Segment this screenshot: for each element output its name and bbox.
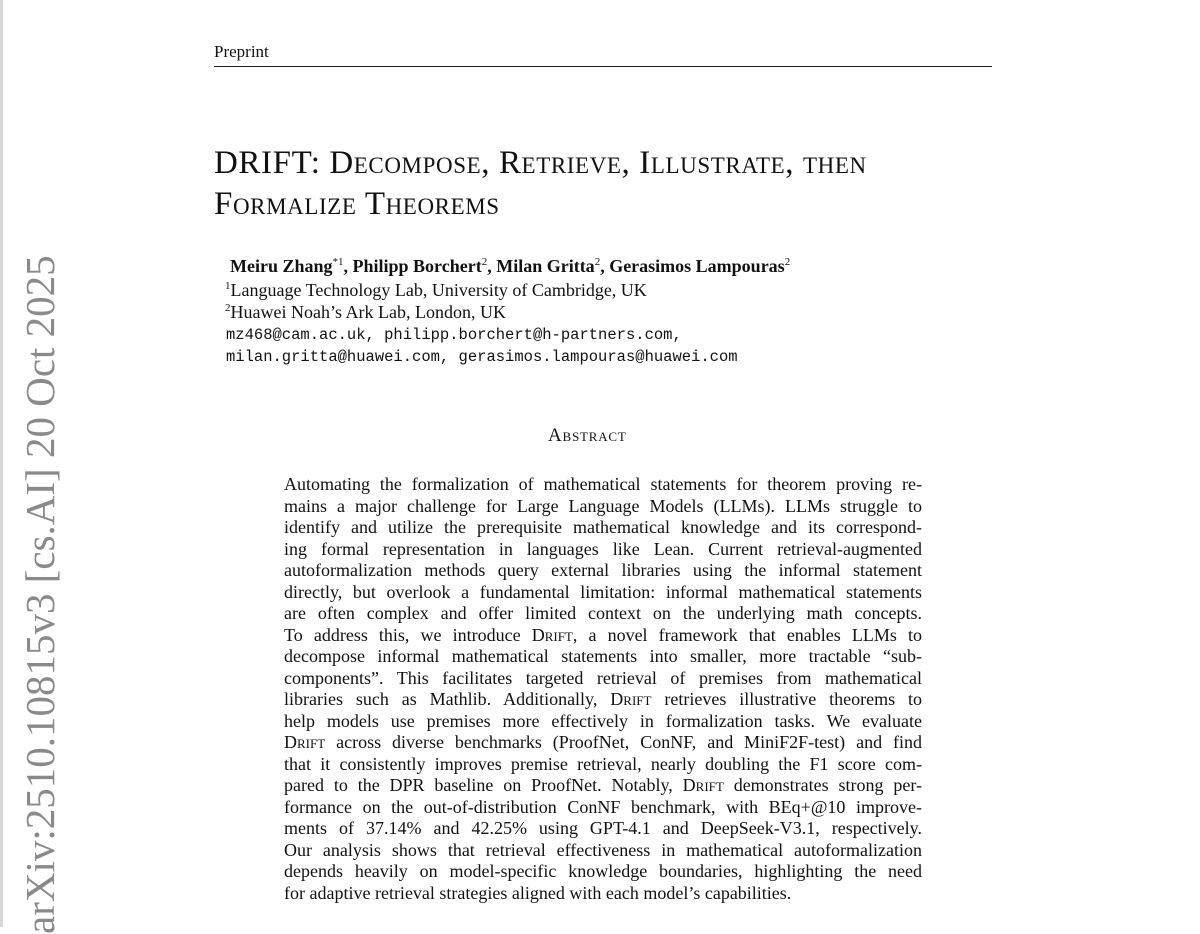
affiliation-1: $^1$Language Technology Lab, University of Cambridge, UK bbox=[225, 280, 647, 300]
author-affiliation-marker: *1 bbox=[332, 256, 344, 268]
running-header: Preprint bbox=[214, 42, 992, 67]
author-name: Gerasimos Lampouras bbox=[609, 256, 785, 276]
abstract-line: are often complex and offer limited context on the underlying math concepts. bbox=[284, 603, 922, 623]
page-edge bbox=[0, 0, 3, 927]
abstract-line: ing formal representation in languages like Lean. Current retrieval-augmented bbox=[284, 538, 922, 559]
paper-title bbox=[214, 143, 1014, 225]
abstract-line: Drift across diverse benchmarks (ProofNet, ConNF, and MiniF2F-test) and find bbox=[284, 732, 922, 752]
arxiv-identifier: arXiv:2510.10815v3 [cs.AI] 20 Oct 2025 bbox=[17, 255, 63, 934]
abstract-line: that it consistently improves premise retrieval, nearly doubling the F1 score com- bbox=[284, 753, 922, 774]
email-line-2: milan.gritta@huawei.com, gerasimos.lampouras@huawei.com bbox=[226, 348, 738, 366]
abstract-line: depends heavily on model-specific knowledge boundaries, highlighting the need bbox=[284, 861, 922, 881]
affiliation-2: $^2$Huawei Noah’s Ark Lab, London, UK bbox=[225, 302, 506, 322]
abstract-line: ments of 37.14% and 42.25% using GPT-4.1 and DeepSeek-V3.1, respectively. bbox=[284, 818, 922, 838]
abstract-body bbox=[284, 474, 922, 904]
author-name: Milan Gritta bbox=[496, 256, 595, 276]
title-line-2: Formalize Theorems bbox=[214, 186, 500, 222]
author-affiliation-marker: 2 bbox=[481, 256, 488, 268]
abstract-line: libraries such as Mathlib. Additionally, Drift retrieves illustrative theorems to bbox=[284, 689, 922, 709]
author-name: Philipp Borchert bbox=[352, 256, 482, 276]
abstract-line: identify and utilize the prerequisite mathematical knowledge and its correspond- bbox=[284, 517, 922, 537]
title-line-1: DRIFT: Decompose, Retrieve, Illustrate, then bbox=[214, 145, 867, 181]
abstract-line: directly, but overlook a fundamental limitation: informal mathematical statements bbox=[284, 581, 922, 602]
abstract-line: components”. This facilitates targeted retrieval of premises from mathematical bbox=[284, 667, 922, 688]
abstract-line: formance on the out-of-distribution ConNF benchmark, with BEq+@10 improve- bbox=[284, 796, 922, 817]
abstract-line: decompose informal mathematical statements into smaller, more tractable “sub- bbox=[284, 646, 922, 666]
abstract-line: for adaptive retrieval strategies aligned with each model’s capabilities. bbox=[284, 882, 792, 903]
abstract-line: To address this, we introduce Drift, a novel framework that enables LLMs to bbox=[284, 624, 922, 645]
author-affiliation-marker: 2 bbox=[784, 256, 791, 268]
author-name: Meiru Zhang bbox=[230, 256, 333, 276]
abstract-line: mains a major challenge for Large Language Models (LLMs). LLMs struggle to bbox=[284, 495, 922, 516]
abstract-line: Our analysis shows that retrieval effectiveness in mathematical autoformalization bbox=[284, 839, 922, 860]
abstract-line: Automating the formalization of mathematical statements for theorem proving re- bbox=[284, 474, 922, 494]
abstract-line: help models use premises more effectively in formalization tasks. We evaluate bbox=[284, 710, 922, 731]
author-list: Meiru Zhang$^{*1}$, Philipp Borchert$^2$, Milan Gritta$^2$, Gerasimos Lampouras$^2$ bbox=[230, 256, 791, 276]
author-affiliation-marker: 2 bbox=[594, 256, 601, 268]
abstract-heading: Abstract bbox=[548, 425, 627, 446]
abstract-line: pared to the DPR baseline on ProofNet. Notably, Drift demonstrates strong per- bbox=[284, 775, 923, 795]
abstract-line: autoformalization methods query external libraries using the informal statement bbox=[284, 560, 922, 580]
email-line-1: mz468@cam.ac.uk, philipp.borchert@h-partners.com, bbox=[226, 326, 682, 344]
